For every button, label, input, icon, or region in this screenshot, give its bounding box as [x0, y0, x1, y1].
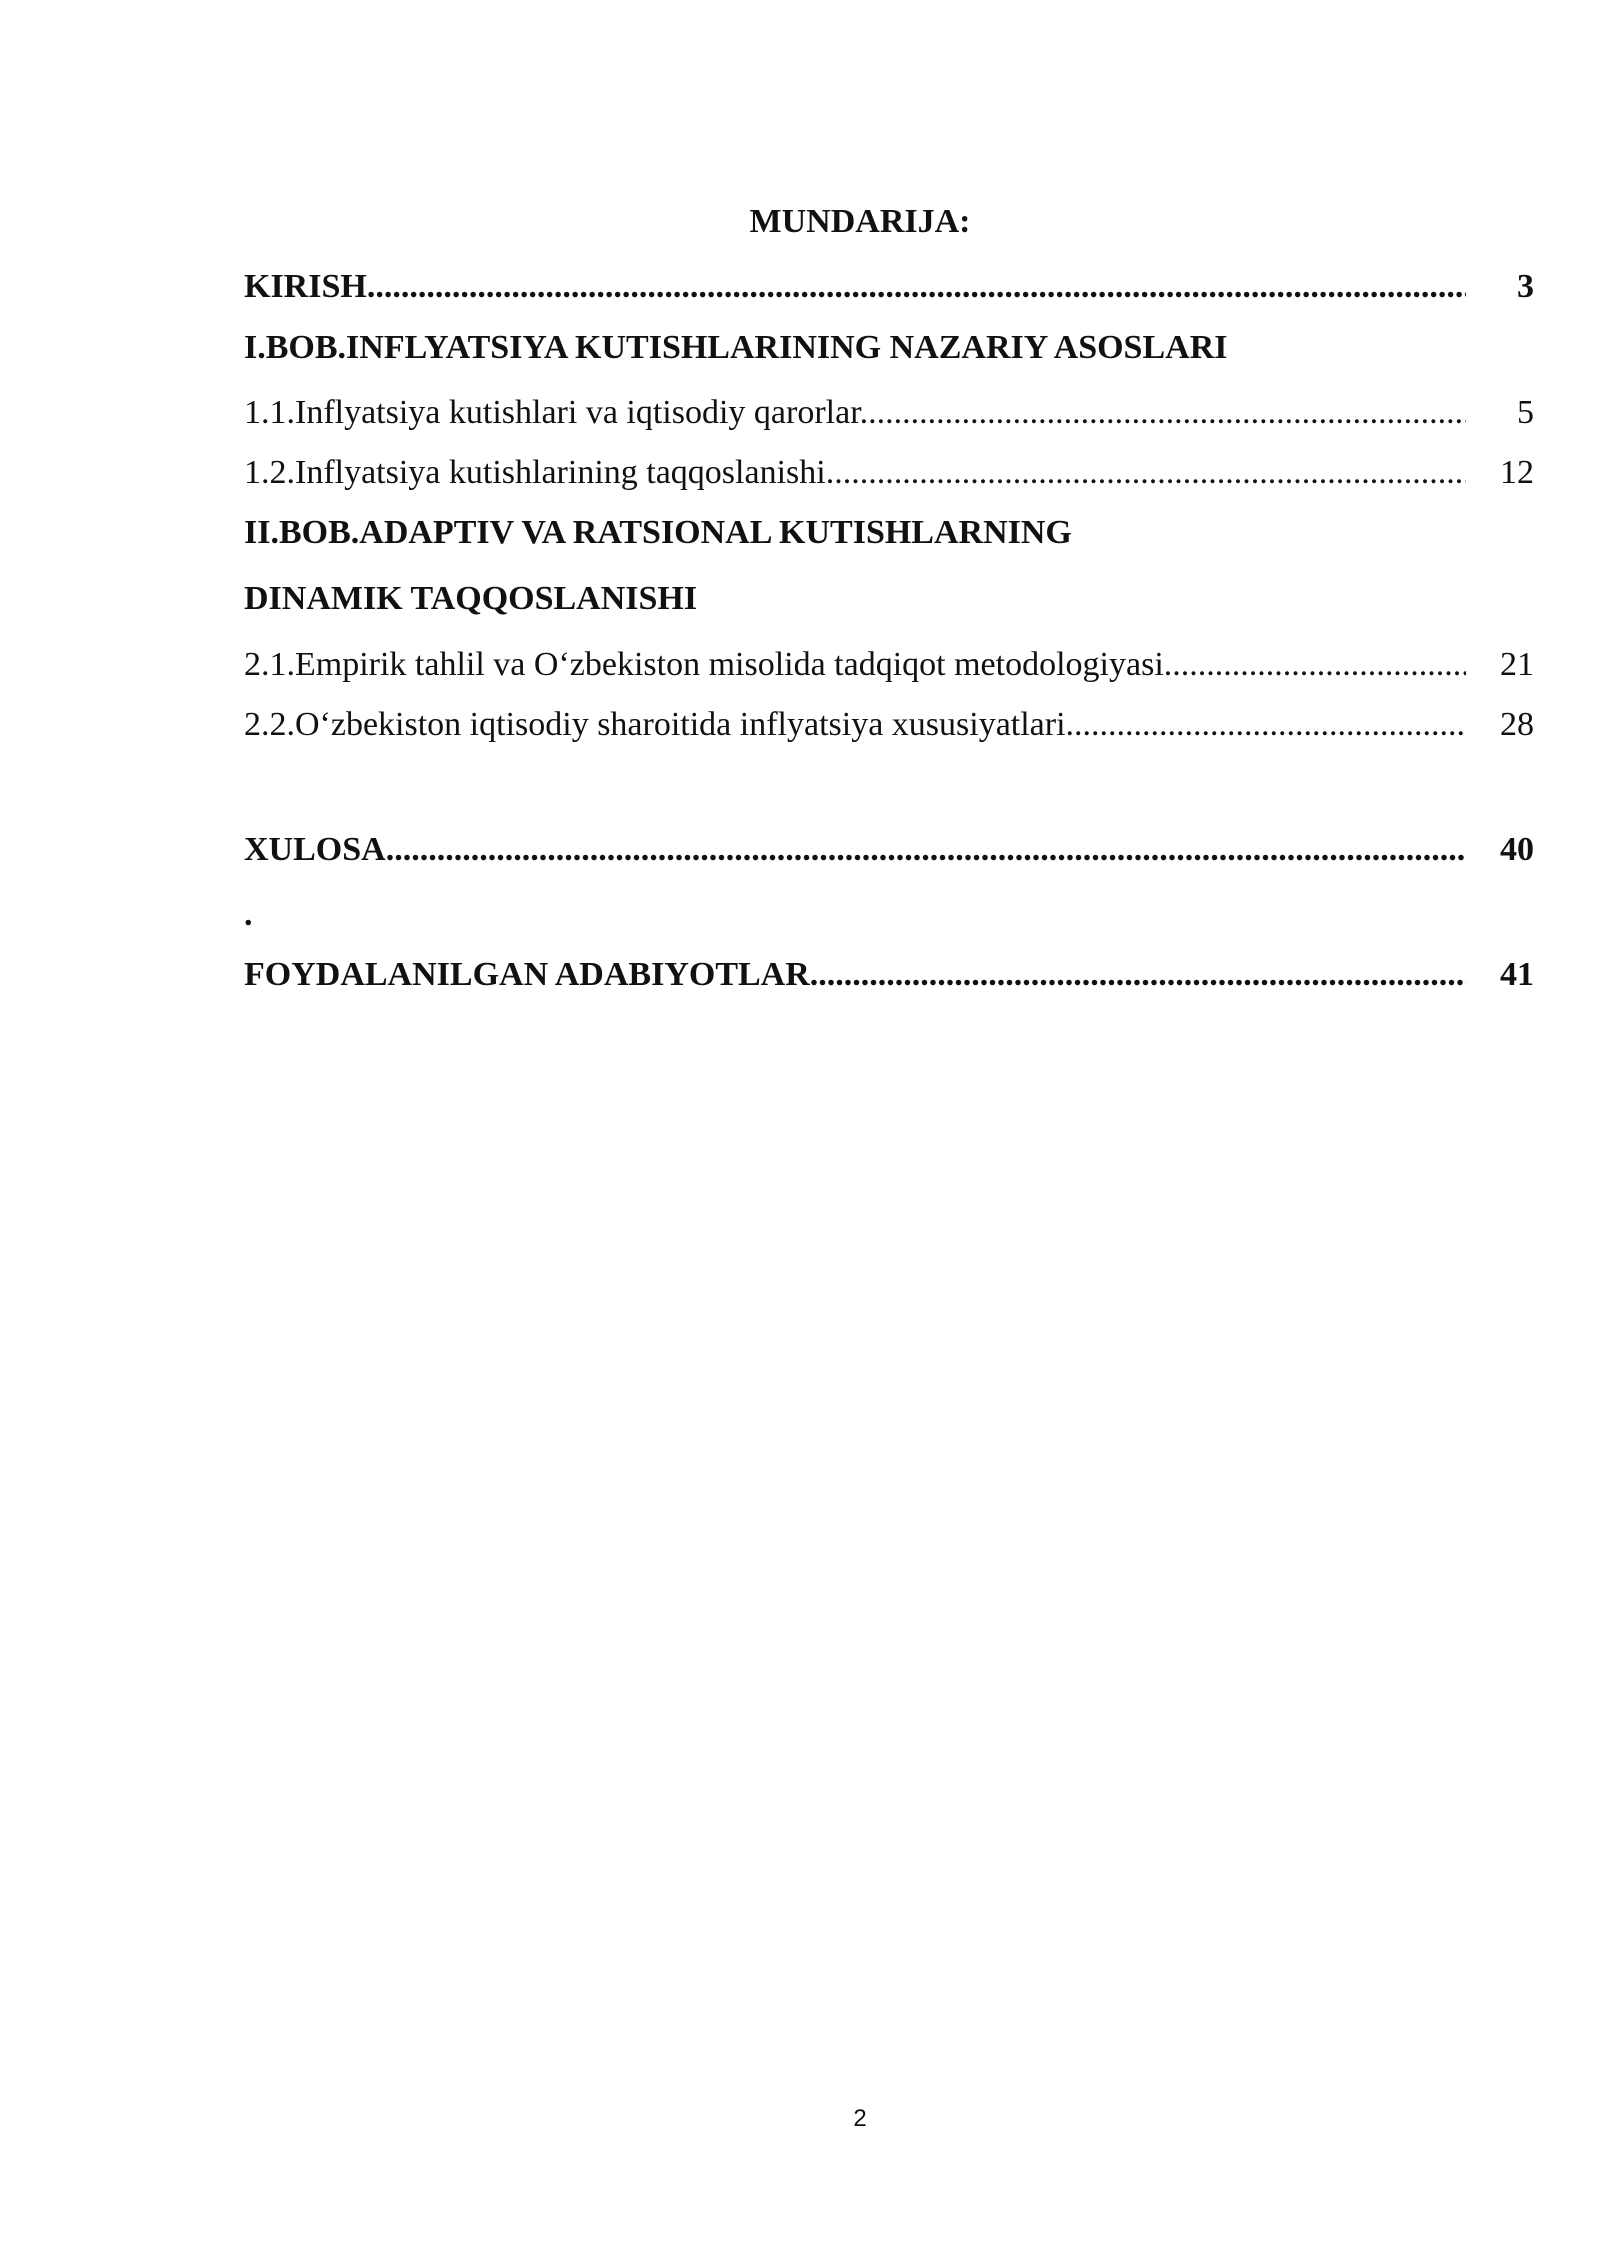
toc-entry-kirish[interactable]	[244, 264, 1534, 310]
toc-entry-page: 41	[1500, 956, 1534, 993]
toc-entry-page: 3	[1517, 268, 1534, 305]
toc-entry-1-2[interactable]	[244, 450, 1534, 496]
toc-entry-foydalanilgan-adabiyotlar[interactable]	[244, 952, 1534, 998]
toc-entry-label: KIRISH .....	[244, 264, 1466, 310]
toc-entry-xulosa[interactable]	[244, 827, 1534, 873]
toc-entry-label: FOYDALANILGAN ADABIYOTLAR .....	[244, 952, 1466, 998]
toc-entry-label: 1.2.Inflyatsiya kutishlarining taqqoslanishi .....	[244, 450, 1466, 496]
toc-entry-label: 2.1.Empirik tahlil va O‘zbekiston misolida tadqiqot metodologiyasi .....	[244, 642, 1466, 688]
toc-entry-label: 1.1.Inflyatsiya kutishlari va iqtisodiy qarorlar .....	[244, 390, 1466, 436]
toc-entry-page: 5	[1517, 394, 1534, 431]
chapter-heading-2-line-2: DINAMIK TAQQOSLANISHI	[244, 580, 698, 617]
chapter-heading-1: I.BOB.INFLYATSIYA KUTISHLARINING NAZARIY ASOSLARI	[244, 329, 1228, 366]
toc-entry-2-2[interactable]	[244, 702, 1534, 748]
toc-entry-page: 12	[1500, 454, 1534, 491]
toc-title: MUNDARIJA:	[749, 203, 971, 240]
toc-entry-page: 21	[1500, 646, 1534, 683]
toc-entry-page: 40	[1500, 831, 1534, 868]
toc-entry-1-1[interactable]	[244, 390, 1534, 436]
chapter-heading-2-line-1: II.BOB.ADAPTIV VA RATSIONAL KUTISHLARNING	[244, 514, 1072, 551]
toc-entry-label: XULOSA .....	[244, 827, 1466, 873]
toc-entry-label: 2.2.O‘zbekiston iqtisodiy sharoitida inflyatsiya xususiyatlari .....	[244, 702, 1466, 748]
toc-entry-2-1[interactable]	[244, 642, 1534, 688]
stray-dot: .	[244, 896, 253, 933]
page-number: 2	[853, 2105, 867, 2132]
toc-entry-page: 28	[1500, 706, 1534, 743]
